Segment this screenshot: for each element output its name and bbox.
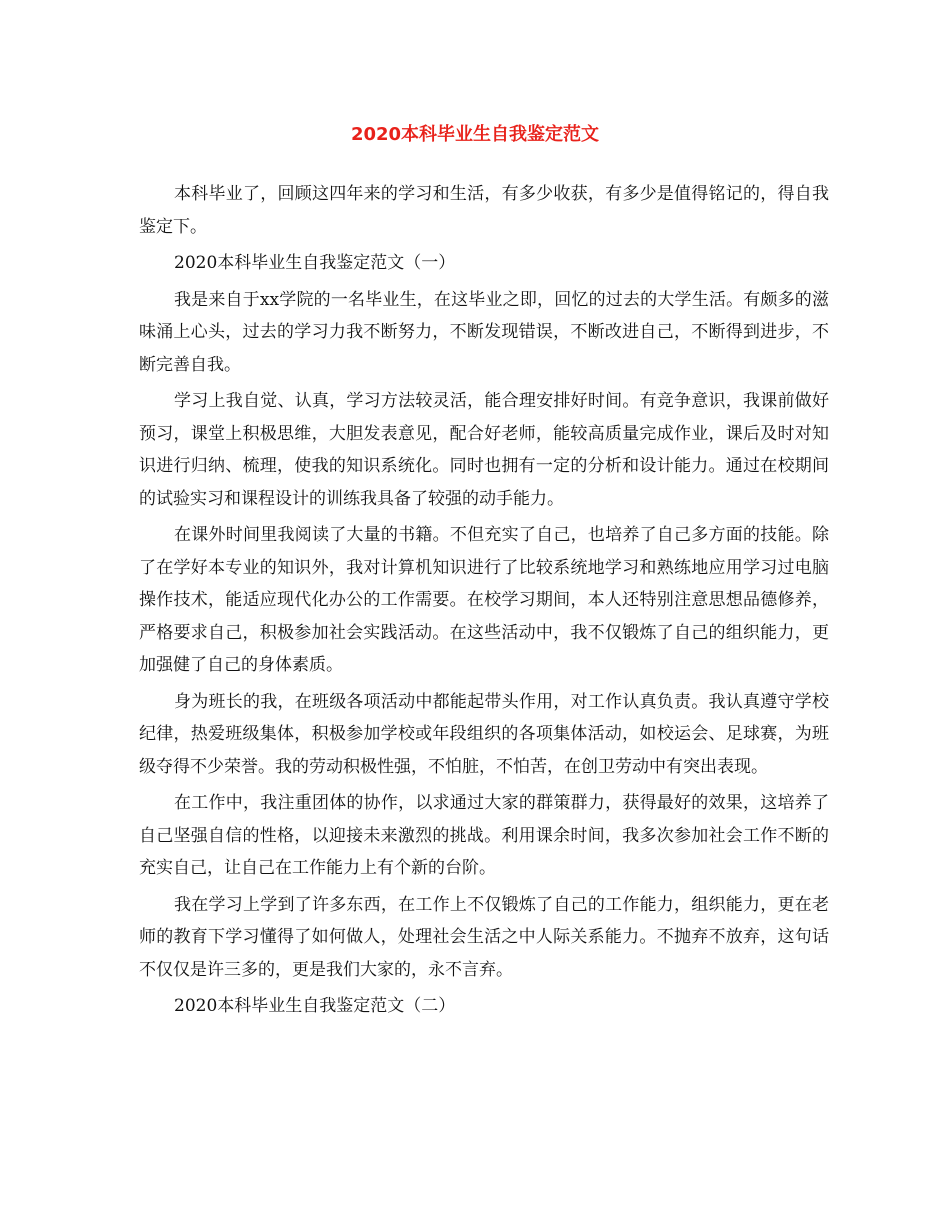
body-paragraph: 学习上我自觉、认真，学习方法较灵活，能合理安排好时间。有竞争意识，我课前做好预习，课堂上积极思维，大胆发表意见，配合好老师，能较高质量完成作业，课后及时对知识进行归纳、梳理，使我的知识系统化。同时也拥有一定的分析和设计能力。通过在校期间的试验实习和课程设计的训练我具备了较强的动手能力。 [139, 391, 829, 509]
document-body [139, 178, 829, 1027]
body-paragraph: 在工作中，我注重团体的协作，以求通过大家的群策群力，获得最好的效果，这培养了自己坚强自信的性格，以迎接未来激烈的挑战。利用课余时间，我多次参加社会工作不断的充实自己，让自己在工作能力上有个新的台阶。 [139, 793, 829, 878]
body-paragraph: 身为班长的我，在班级各项活动中都能起带头作用，对工作认真负责。我认真遵守学校纪律，热爱班级集体，积极参加学校或年段组织的各项集体活动，如校运会、足球赛，为班级夺得不少荣誉。我的劳动积极性强，不怕脏，不怕苦，在创卫劳动中有突出表现。 [139, 691, 829, 777]
intro-paragraph: 本科毕业了，回顾这四年来的学习和生活，有多少收获，有多少是值得铭记的，得自我鉴定下。 [139, 184, 829, 237]
section-heading-1: 2020本科毕业生自我鉴定范文（一） [174, 253, 456, 273]
section-heading-2: 2020本科毕业生自我鉴定范文（二） [174, 996, 456, 1016]
page-title: 2020本科毕业生自我鉴定范文 [350, 124, 600, 145]
body-paragraph: 在课外时间里我阅读了大量的书籍。不但充实了自己，也培养了自己多方面的技能。除了在学好本专业的知识外，我对计算机知识进行了比较系统地学习和熟练地应用学习过电脑操作技术，能适应现代化办公的工作需要。在校学习期间，本人还特别注意思想品德修养，严格要求自己，积极参加社会实践活动。在这些活动中，我不仅锻炼了自己的组织能力，更加强健了自己的身体素质。 [139, 525, 829, 675]
body-paragraph: 我在学习上学到了许多东西，在工作上不仅锻炼了自己的工作能力，组织能力，更在老师的教育下学习懂得了如何做人，处理社会生活之中人际关系能力。不抛弃不放弃，这句话不仅仅是许三多的，更是我们大家的，永不言弃。 [139, 894, 829, 980]
body-paragraph: 我是来自于xx学院的一名毕业生，在这毕业之即，回忆的过去的大学生活。有颇多的滋味涌上心头，过去的学习力我不断努力，不断发现错误，不断改进自己，不断得到进步，不断完善自我。 [139, 289, 829, 375]
